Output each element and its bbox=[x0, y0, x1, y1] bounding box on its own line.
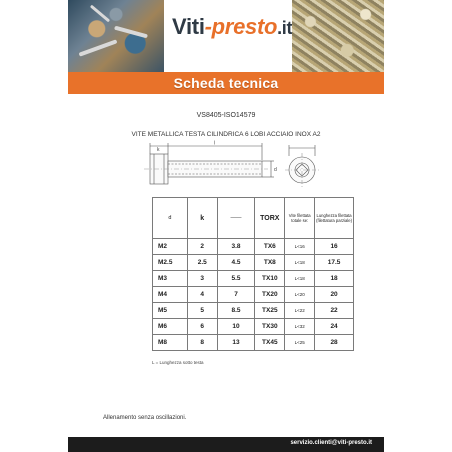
cell-head-width: 10 bbox=[217, 319, 255, 335]
logo-text-tld: .it bbox=[277, 18, 293, 38]
cell-torx: TX30 bbox=[255, 319, 285, 335]
col-header-thread-length: Lunghezza filettata (filettatura parziale) bbox=[315, 198, 354, 239]
table-row bbox=[153, 287, 354, 303]
product-title: VITE METALLICA TESTA CILINDRICA 6 LOBI ACCIAIO INOX A2 bbox=[131, 131, 321, 138]
brand-logo[interactable] bbox=[172, 14, 292, 40]
logo-text-accent: -presto bbox=[204, 14, 278, 39]
logo-text-main: Viti bbox=[172, 14, 205, 39]
cell-thread-length: 28 bbox=[315, 335, 354, 351]
cell-torx: TX8 bbox=[255, 255, 285, 271]
drawing-label-l: l bbox=[214, 140, 216, 147]
col-header-k: k bbox=[187, 198, 217, 239]
cell-head-width: 8.5 bbox=[217, 303, 255, 319]
cell-full-thread: L<32 bbox=[285, 319, 315, 335]
cell-diameter: M5 bbox=[153, 303, 188, 319]
cell-diameter: M8 bbox=[153, 335, 188, 351]
cell-full-thread: L<18 bbox=[285, 271, 315, 287]
drawing-label-d: d bbox=[274, 167, 277, 173]
cell-head-height: 3 bbox=[187, 271, 217, 287]
table-row bbox=[153, 335, 354, 351]
footer-bar bbox=[68, 437, 384, 452]
tools-photo bbox=[68, 0, 164, 72]
footer-note: Allenamento senza oscillazioni. bbox=[103, 415, 187, 421]
cell-diameter: M3 bbox=[153, 271, 188, 287]
cell-head-width: 5.5 bbox=[217, 271, 255, 287]
cell-torx: TX45 bbox=[255, 335, 285, 351]
spec-table bbox=[152, 197, 354, 351]
col-header-d: d bbox=[153, 198, 188, 239]
length-note: L = Lunghezza sotto testa bbox=[152, 360, 204, 365]
cell-torx: TX20 bbox=[255, 287, 285, 303]
cell-full-thread: L<25 bbox=[285, 335, 315, 351]
contact-email-link[interactable]: servizio.clienti@viti-presto.it bbox=[290, 440, 372, 446]
spec-table-body bbox=[153, 239, 354, 351]
cell-thread-length: 20 bbox=[315, 287, 354, 303]
screw-drawing bbox=[140, 140, 340, 196]
cell-head-width: 4.5 bbox=[217, 255, 255, 271]
banner-title: Scheda tecnica bbox=[173, 75, 279, 91]
cell-full-thread: L<16 bbox=[285, 239, 315, 255]
screws-photo bbox=[292, 0, 384, 72]
cell-thread-length: 17.5 bbox=[315, 255, 354, 271]
table-row bbox=[153, 255, 354, 271]
cell-head-height: 4 bbox=[187, 287, 217, 303]
table-row bbox=[153, 239, 354, 255]
cell-head-height: 2.5 bbox=[187, 255, 217, 271]
cell-full-thread: L<18 bbox=[285, 255, 315, 271]
cell-head-height: 5 bbox=[187, 303, 217, 319]
cell-head-width: 3.8 bbox=[217, 239, 255, 255]
cell-head-height: 8 bbox=[187, 335, 217, 351]
cell-full-thread: L<20 bbox=[285, 287, 315, 303]
cell-thread-length: 24 bbox=[315, 319, 354, 335]
banner bbox=[68, 72, 384, 94]
cell-diameter: M6 bbox=[153, 319, 188, 335]
cell-head-height: 6 bbox=[187, 319, 217, 335]
col-header-torx: TORX bbox=[255, 198, 285, 239]
cell-head-width: 13 bbox=[217, 335, 255, 351]
cell-diameter: M2.5 bbox=[153, 255, 188, 271]
cell-torx: TX25 bbox=[255, 303, 285, 319]
table-row bbox=[153, 319, 354, 335]
drawing-label-k: k bbox=[157, 147, 160, 153]
col-header-full-thread: Vite filettata totale se: bbox=[285, 198, 315, 239]
table-header-row bbox=[153, 198, 354, 239]
table-row bbox=[153, 271, 354, 287]
cell-diameter: M4 bbox=[153, 287, 188, 303]
cell-thread-length: 16 bbox=[315, 239, 354, 255]
header bbox=[68, 0, 384, 72]
cell-thread-length: 22 bbox=[315, 303, 354, 319]
cell-thread-length: 18 bbox=[315, 271, 354, 287]
cell-diameter: M2 bbox=[153, 239, 188, 255]
cell-full-thread: L<22 bbox=[285, 303, 315, 319]
product-code: VS8405-ISO14579 bbox=[196, 112, 256, 119]
cell-head-width: 7 bbox=[217, 287, 255, 303]
table-row bbox=[153, 303, 354, 319]
cell-head-height: 2 bbox=[187, 239, 217, 255]
cell-torx: TX10 bbox=[255, 271, 285, 287]
col-header-width: —— bbox=[217, 198, 255, 239]
cell-torx: TX6 bbox=[255, 239, 285, 255]
